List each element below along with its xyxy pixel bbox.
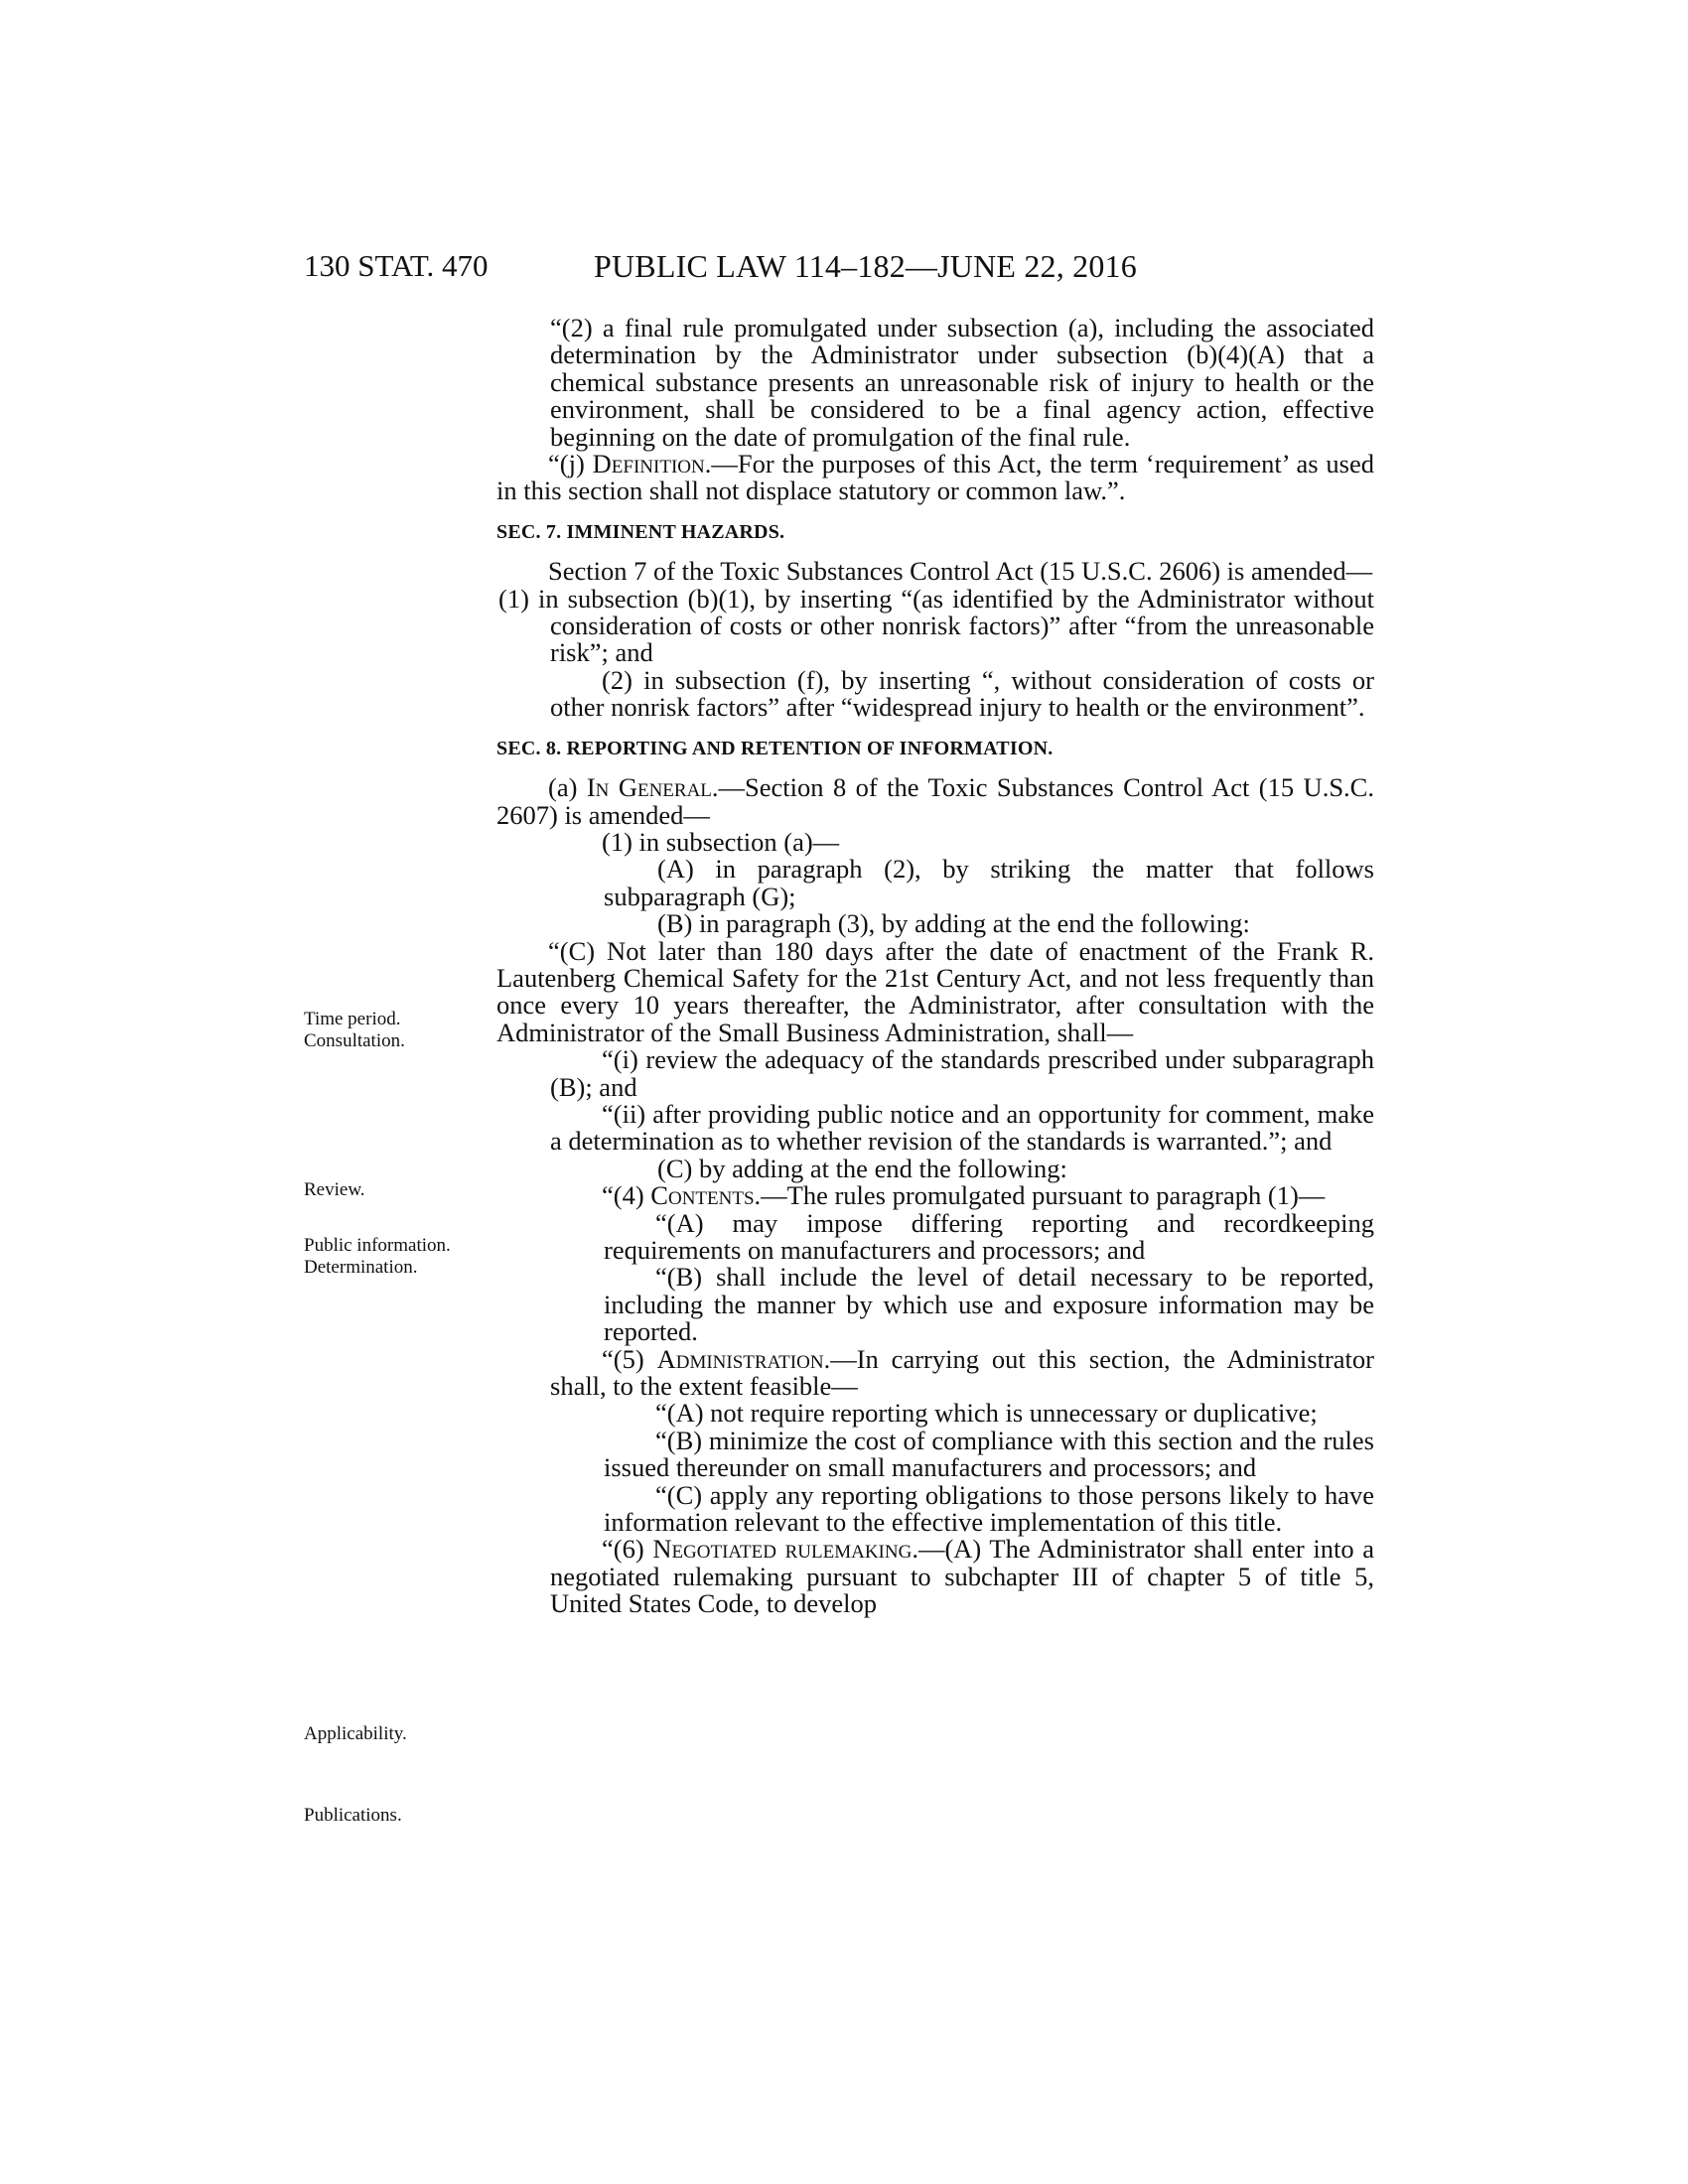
page-running-title: PUBLIC LAW 114–182—JUNE 22, 2016: [594, 248, 1137, 284]
inserted-paragraph-6: “(6) Negotiated rulemaking.—(A) The Administrator shall enter into a negotiated rulemaking pursuant to subchapter III of chapter 5 of title 5, United States Code, to develop: [550, 1534, 1375, 1619]
paragraph-5-item-C: “(C) apply any reporting obligations to those persons likely to have information relevant to the effective implementation of this title.: [604, 1479, 1374, 1538]
section-7-item-2: (2) in subsection (f), by inserting “, without consideration of costs or other nonrisk factors” after “widespread injury to health or the environment”.: [550, 664, 1374, 723]
inserted-paragraph-5: “(5) Administration.—In carrying out this section, the Administrator shall, to the extent feasible—: [550, 1343, 1374, 1402]
section-8-subsection-a: (a) In General.—Section 8 of the Toxic Substances Control Act (15 U.S.C. 2607) is amended—: [496, 772, 1374, 830]
inserted-paragraph-4: “(4) Contents.—The rules promulgated pursuant to paragraph (1)—: [602, 1180, 1326, 1211]
margin-note-review: Review.: [304, 1179, 365, 1200]
section-7-item-1: (1) in subsection (b)(1), by inserting “(as identified by the Administrator without consideration of costs or other nonrisk factors)” after “from the unreasonable risk”; and: [498, 583, 1374, 668]
paragraph-5-item-B: “(B) minimize the cost of compliance with this section and the rules issued thereunder on small manufacturers and processors; and: [604, 1425, 1374, 1483]
margin-note-publications: Publications.: [304, 1805, 402, 1826]
section-8-heading: SEC. 8. REPORTING AND RETENTION OF INFORMATION.: [496, 737, 1054, 759]
section-8-item-1C: (C) by adding at the end the following:: [657, 1153, 1067, 1183]
margin-note-applicability: Applicability.: [304, 1723, 407, 1744]
margin-note-time-period: Time period. Consultation.: [304, 1009, 405, 1051]
paragraph-definition: “(j) Definition.—For the purposes of this Act, the term ‘requirement’ as used in this section shall not displace statutory or common law.”.: [496, 449, 1375, 506]
inserted-clause-ii: “(ii) after providing public notice and an opportunity for comment, make a determination as to whether revision of the standards is warranted.”; and: [550, 1098, 1374, 1157]
margin-note-public-information: Public information. Determination.: [304, 1235, 451, 1278]
paragraph-5-item-A: “(A) not require reporting which is unnecessary or duplicative;: [655, 1398, 1318, 1429]
paragraph-4-item-B: “(B) shall include the level of detail necessary to be reported, including the manner by which use and exposure information may be reported.: [604, 1262, 1374, 1347]
paragraph-final-rule: “(2) a final rule promulgated under subsection (a), including the associated determination by the Administrator under subsection (b)(4)(A) that a chemical substance presents an unreasonable risk of injury to health or the environment, shall be considered to be a final agency action, effective beginning on the date of promulgation of the final rule.: [550, 313, 1374, 452]
inserted-clause-i: “(i) review the adequacy of the standards prescribed under subparagraph (B); and: [550, 1044, 1374, 1102]
inserted-paragraph-C: “(C) Not later than 180 days after the date of enactment of the Frank R. Lautenberg Chemical Safety for the 21st Century Act, and not less frequently than once every 10 years thereafter, the Administrator, after consultation with the Administrator of the Small Business Administration, shall—: [496, 935, 1374, 1047]
section-7-intro: Section 7 of the Toxic Substances Control Act (15 U.S.C. 2606) is amended—: [548, 556, 1373, 587]
section-7-heading: SEC. 7. IMMINENT HAZARDS.: [496, 520, 785, 543]
section-8-item-1B: (B) in paragraph (3), by adding at the end the following:: [657, 908, 1250, 939]
section-8-item-1A: (A) in paragraph (2), by striking the matter that follows subparagraph (G);: [604, 854, 1374, 911]
document-body: [496, 315, 1374, 1618]
paragraph-4-item-A: “(A) may impose differing reporting and recordkeeping requirements on manufacturers and processors; and: [604, 1207, 1374, 1265]
page-stat-citation: 130 STAT. 470: [304, 248, 489, 283]
section-8-item-1: (1) in subsection (a)—: [602, 826, 840, 857]
